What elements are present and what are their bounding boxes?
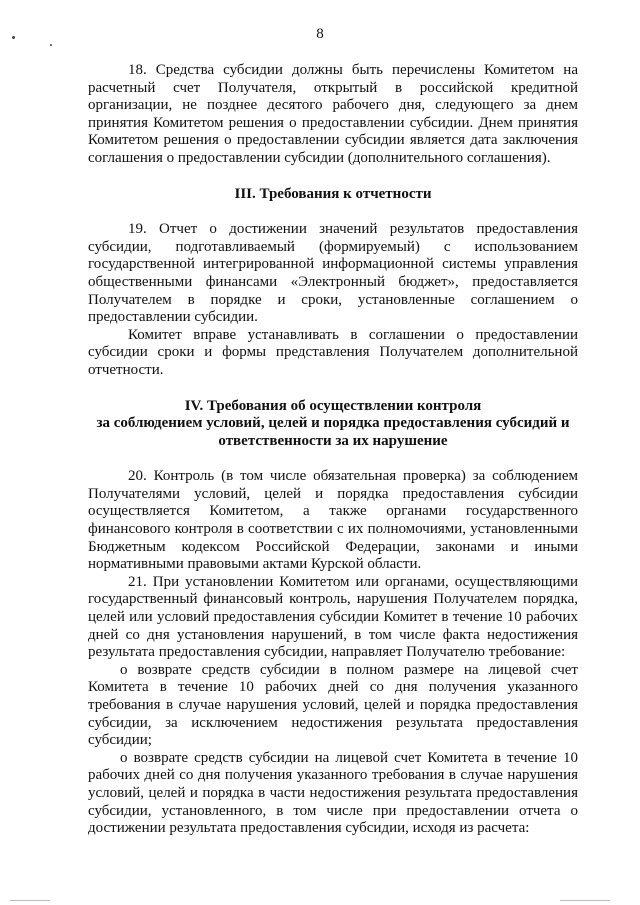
section-heading-iv-line3: ответственности за их нарушение [218, 432, 448, 449]
paragraph-21-item-a: о возврате средств субсидии в полном размере на лицевой счет Комитета в течение 10 рабочих дней со дня получения указанного требования в случае нарушения условий, целей и порядка предоставления субсидии, за исключением недостижения результата предоставления субсидии; [88, 661, 578, 749]
paragraph-18: 18. Средства субсидии должны быть перечислены Комитетом на расчетный счет Получателя, открытый в российской кредитной организации, не позднее десятого рабочего дня, следующего за днем принятия Комитетом решения о предоставлении субсидии. Днем принятия Комитетом решения о предоставлении субсидии является дата заключения соглашения о предоставлении субсидии (дополнительного соглашения). [88, 62, 578, 166]
paragraph-19-continued: Комитет вправе устанавливать в соглашении о предоставлении субсидии сроки и формы представления Получателем дополнительной отчетности. [88, 326, 578, 378]
section-heading-iv [88, 398, 578, 451]
paragraph-21-item-b: о возврате средств субсидии на лицевой счет Комитета в течение 10 рабочих дней со дня получения указанного требования в случае нарушения условий, целей и порядка в части недостижения результата предоставления субсидии, установленного, в том числе при предоставлении отчета о достижении результата предоставления субсидии, исходя из расчета: [88, 749, 578, 837]
scan-speck [50, 44, 52, 46]
scan-edge-mark [10, 900, 50, 901]
page-number: 8 [316, 26, 324, 42]
section-heading-iv-line1: IV. Требования об осуществлении контроля [184, 397, 482, 414]
scan-edge-mark [560, 900, 610, 901]
paragraph-20: 20. Контроль (в том числе обязательная проверка) за соблюдением Получателями условий, целей и порядка предоставления субсидии осуществляется Комитетом, а также органами государственного финансового контроля в соответствии с их полномочиями, установленными Бюджетным кодексом Российской Федерации, законами и иными нормативными правовыми актами Курской области. [88, 468, 578, 573]
paragraph-21: 21. При установлении Комитетом или органами, осуществляющими государственный финансовый контроль, нарушения Получателем порядка, целей или условий предоставления субсидии Комитет в течение 10 рабочих дней со дня установления нарушений, в том числе факта недостижения результата предоставления субсидии, направляет Получателю требование: [88, 573, 578, 661]
section-heading-iv-line2: за соблюдением условий, целей и порядка предоставления субсидий и [96, 415, 570, 432]
paragraph-19: 19. Отчет о достижении значений результатов предоставления субсидии, подготавливаемый (формируемый) с использованием государственной интегрированной информационной системы управления общественными финансами «Электронный бюджет», предоставляется Получателем в порядке и сроки, установленные соглашением о предоставлении субсидии. [88, 221, 578, 326]
section-heading-iii: III. Требования к отчетности [234, 185, 432, 202]
document-body [88, 62, 578, 838]
